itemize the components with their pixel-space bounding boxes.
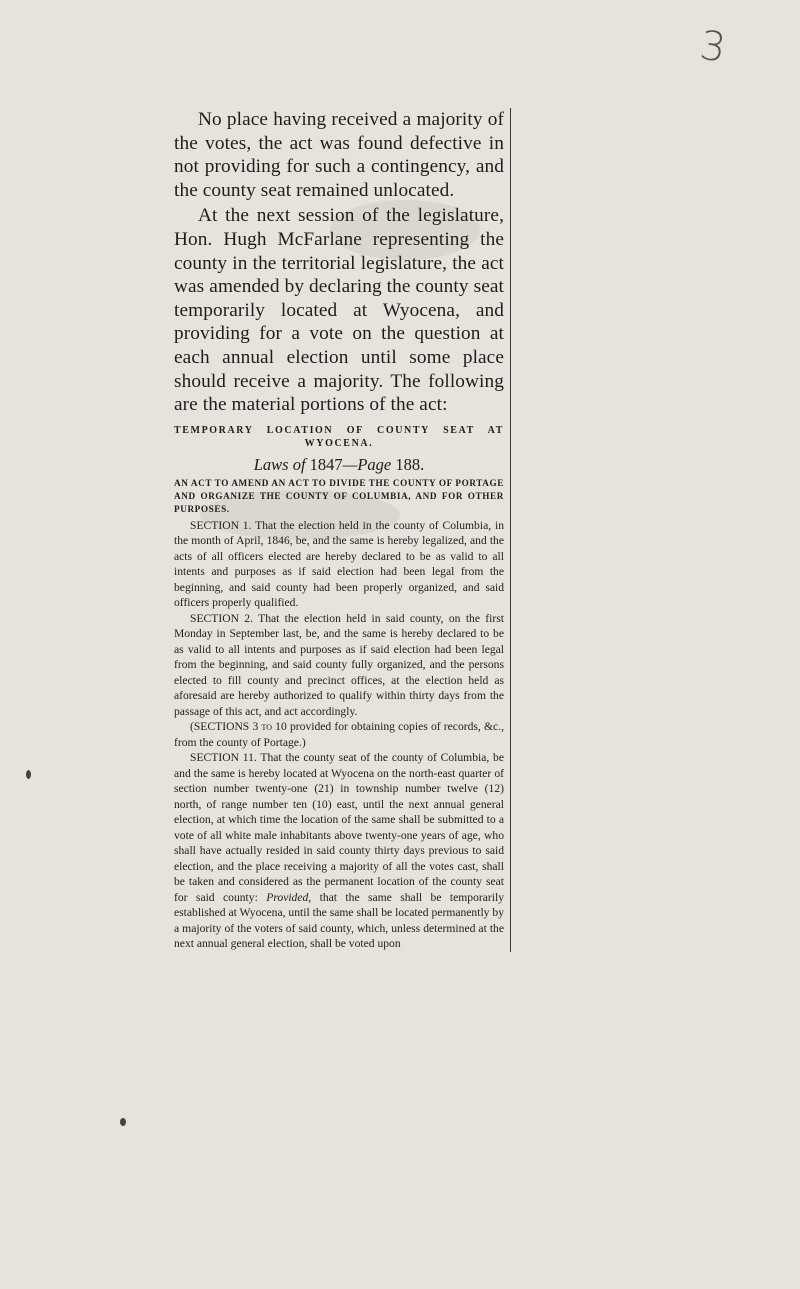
section-2-label: SECTION 2. [190, 611, 253, 625]
section-heading: TEMPORARY LOCATION OF COUNTY SEAT AT [174, 424, 504, 436]
section-11 [174, 750, 504, 952]
sections-3-10-note [174, 719, 504, 750]
newspaper-clipping [170, 108, 511, 952]
ink-spot [120, 1118, 126, 1126]
sections-note-label: (SECTIONS 3 to 10 [190, 720, 287, 734]
laws-citation [174, 455, 504, 475]
laws-page-word: —Page [342, 454, 396, 474]
laws-year: 1847 [309, 454, 343, 474]
section-2 [174, 611, 504, 720]
section-1 [174, 518, 504, 611]
page-number: 3 [696, 22, 729, 72]
section-1-label: SECTION 1. [190, 518, 252, 532]
section-heading-place: WYOCENA. [304, 437, 374, 449]
section-11-text-b: that the same shall be temporarily established at Wyocena, until the same shall be located permanently by a majority of the voters of said county, which, unless determined at the next annual general election, shall be voted upon [174, 890, 504, 951]
section-11-text-a: That the county seat of the county of Columbia, be and the same is hereby located at Wyocena on the north-east quarter of section number twenty-one (21) in township number twelve (12) north, of range number ten (10) east, until the next annual general election, at which time the location of the same shall be submitted to a vote of all white male inhabitants above twenty-one years of age, who shall have actually resided in said county thirty days previous to said election, and the place receiving a majority of all the votes cast, shall be taken and considered as the permanent location of the county seat for said county: [174, 751, 504, 904]
laws-page-number: 188. [395, 454, 425, 474]
ink-spot [26, 770, 31, 779]
paragraph-next-session: At the next session of the legislature, Hon. Hugh McFarlane representing the county in the territorial legislature, the act was amended by declaring the county seat temporarily located at Wyocena, and providing for a vote on the question at each annual election until some place should receive a majority. The following are the material portions of the act: [174, 205, 504, 416]
section-11-label: SECTION 11. [190, 751, 257, 765]
paragraph-no-majority: No place having received a majority of the votes, the act was found defective in not providing for such a contingency, and the county seat remained unlocated. [174, 109, 504, 201]
sections-note-text: provided for obtaining copies of records, &c., from the county of Portage.) [174, 720, 504, 749]
act-title: AN ACT TO AMEND AN ACT TO DIVIDE THE COUNTY OF PORTAGE AND ORGANIZE THE COUNTY OF COLUMBIA, AND FOR OTHER PURPOSES. [174, 477, 504, 514]
section-11-provided: Provided, [266, 890, 312, 904]
section-1-text: That the election held in the county of Columbia, in the month of April, 1846, be, and the same is hereby legalized, and the acts of all officers elected are hereby declared to be as valid to all intents and purposes as if said election had been legal from the beginning, and said county had been properly organized, and said officers properly qualified. [174, 518, 504, 610]
laws-prefix: Laws of [253, 454, 310, 474]
section-2-text: That the election held in said county, on the first Monday in September last, be, and the same is hereby declared to be as valid to all intents and purposes as if said election had been legal from the beginning, and said county fully organized, and the persons elected to fill county and precinct offices, at the election held as aforesaid are hereby authorized to qualify within thirty days from the passage of this act, and act accordingly. [174, 611, 504, 718]
